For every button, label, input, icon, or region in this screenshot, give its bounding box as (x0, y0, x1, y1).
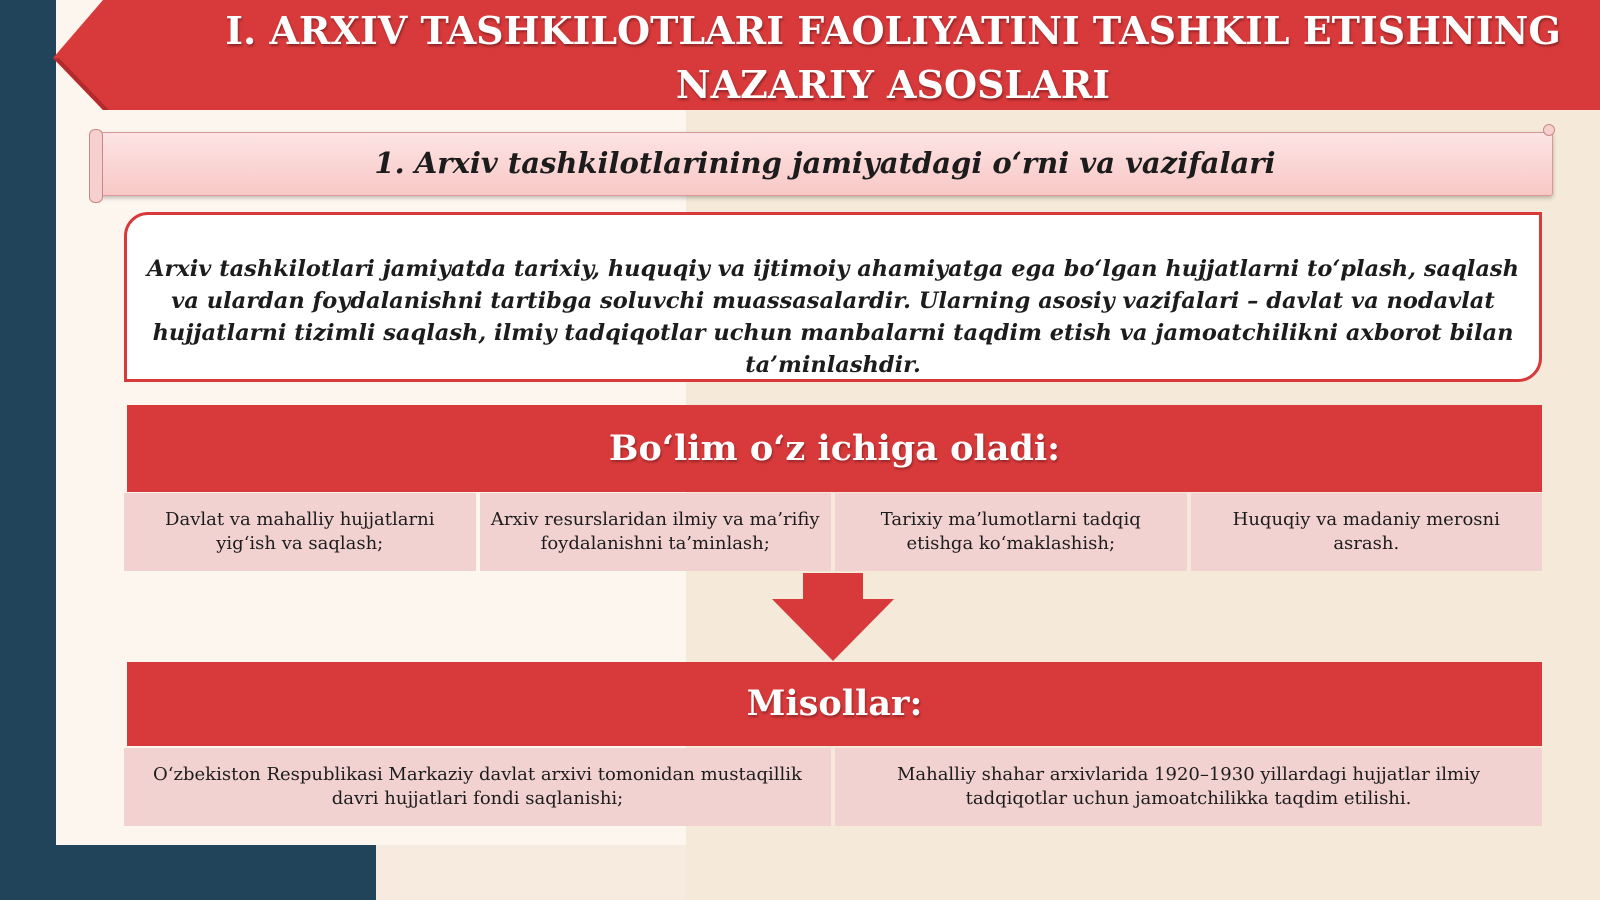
intro-box (124, 212, 1542, 382)
slide-title: I. ARXIV TASHKILOTLARI FAOLIYATINI TASHKIL ETISHNING NAZARIY ASOSLARI (225, 8, 1561, 107)
title-banner (53, 0, 1600, 110)
includes-row (124, 493, 1542, 571)
examples-row (124, 748, 1542, 826)
section-header-includes: Bo‘lim o‘z ichiga oladi: (127, 405, 1542, 492)
intro-text: Arxiv tashkilotlari jamiyatda tarixiy, huquqiy va ijtimoiy ahamiyatga ega bo‘lgan hujjatlarni to‘plash, saqlash va ulardan foydalanishni tartibga soluvchi muassasalardir. Ularning asosiy vazifalari – davlat va nodavlat hujjatlarni tizimli saqlash, ilmiy tadqiqotlar uchun manbalarni taqdim etish va jamoatchilikni axborot bilan ta’minlashdir. (147, 256, 1519, 378)
left-navy-bar (0, 0, 56, 900)
slide-subtitle: 1. Arxiv tashkilotlarining jamiyatdagi o‘rni va vazifalari (374, 146, 1276, 180)
down-arrow-icon (772, 573, 894, 661)
includes-item: Tarixiy ma’lumotlarni tadqiq etishga ko‘maklashish; (835, 493, 1187, 571)
includes-item: Huquqiy va madaniy merosni asrash. (1191, 493, 1543, 571)
includes-item: Arxiv resurslaridan ilmiy va ma’rifiy foydalanishni ta’minlash; (480, 493, 832, 571)
subtitle-scroll (89, 124, 1565, 206)
example-item: Mahalliy shahar arxivlarida 1920–1930 yillardagi hujjatlar ilmiy tadqiqotlar uchun jamoatchilikka taqdim etilishi. (835, 748, 1542, 826)
section-header-examples: Misollar: (127, 662, 1542, 746)
includes-item: Davlat va mahalliy hujjatlarni yig‘ish va saqlash; (124, 493, 476, 571)
bottom-navy-bar (0, 845, 376, 900)
example-item: O‘zbekiston Respublikasi Markaziy davlat arxivi tomonidan mustaqillik davri hujjatlari fondi saqlanishi; (124, 748, 831, 826)
